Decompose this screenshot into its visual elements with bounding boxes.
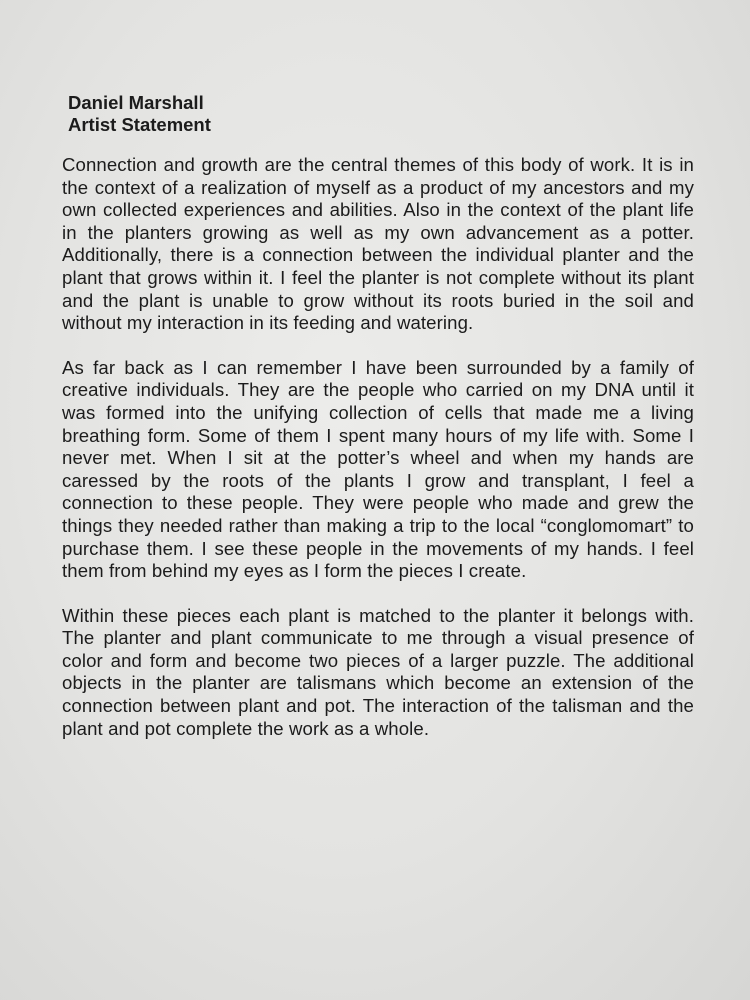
statement-paragraph-3: Within these pieces each plant is matched to the planter it belongs with. The planter and plant communicate to me through a visual presence of color and form and become two pieces of a larger puzzle. The additional objects in the planter are talismans which become an extension of the connection between plant and pot. The interaction of the talisman and the plant and pot complete the work as a whole. xyxy=(62,604,694,739)
author-name: Daniel Marshall xyxy=(68,92,204,113)
artist-statement-sheet xyxy=(62,92,694,762)
statement-header xyxy=(68,92,694,136)
statement-title: Artist Statement xyxy=(68,114,211,135)
statement-paragraph-2: As far back as I can remember I have been surrounded by a family of creative individuals. They are the people who carried on my DNA until it was formed into the unifying collection of cells that made me a living breathing form. Some of them I spent many hours of my life with. Some I never met. When I sit at the potter’s wheel and when my hands are caressed by the roots of the plants I grow and transplant, I feel a connection to these people. They were people who made and grew the things they needed rather than making a trip to the local “conglomomart” to purchase them. I see these people in the movements of my hands. I feel them from behind my eyes as I form the pieces I create. xyxy=(62,356,694,582)
statement-paragraph-1: Connection and growth are the central themes of this body of work. It is in the context of a realization of myself as a product of my ancestors and my own collected experiences and abilities. Also in the context of the plant life in the planters growing as well as my own advancement as a potter. Additionally, there is a connection between the individual planter and the plant that grows within it. I feel the planter is not complete without its plant and the plant is unable to grow without its roots buried in the soil and without my interaction in its feeding and watering. xyxy=(62,154,694,334)
